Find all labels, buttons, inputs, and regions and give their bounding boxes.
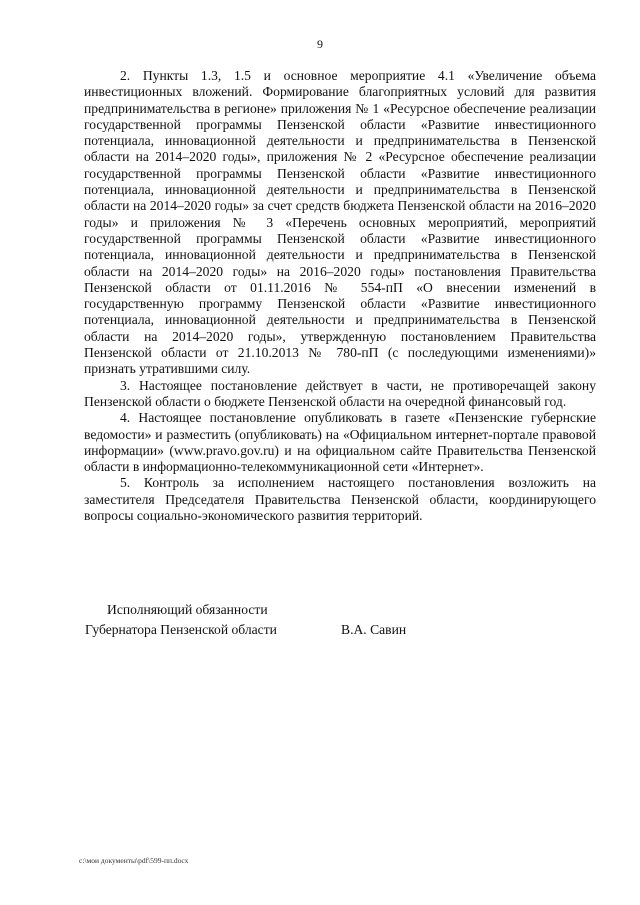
paragraph-item-5: 5. Контроль за исполнением настоящего постановления возложить на заместителя Председателя Правительства Пензенской области, координирующего вопросы социально-экономического развития территорий. bbox=[84, 475, 596, 524]
footer-file-path: c:\мои документы\pdf\599-пп.docx bbox=[79, 856, 189, 865]
page-number: 9 bbox=[317, 37, 323, 51]
document-body bbox=[84, 68, 596, 524]
paragraph-item-3: 3. Настоящее постановление действует в части, не противоречащей закону Пензенской области о бюджете Пензенской области на очередной финансовый год. bbox=[84, 377, 596, 409]
signer-title-line-1: Исполняющий обязанности bbox=[107, 602, 268, 617]
paragraph-item-2: 2. Пункты 1.3, 1.5 и основное мероприятие 4.1 «Увеличение объема инвестиционных вложений. Формирование благоприятных условий для развития предпринимательства в регионе» приложения № 1 «Ресурсное обеспечение реализации государственной программы Пензенской области «Развитие инвестиционного потенциала, инновационной деятельности и предпринимательства в Пензенской области на 2014–2020 годы», приложения № 2 «Ресурсное обеспечение реализации государственной программы Пензенской области «Развитие инвестиционного потенциала, инновационной деятельности и предпринимательства в Пензенской области на 2014–2020 годы» за счет средств бюджета Пензенской области на 2016–2020 годы» и приложения № 3 «Перечень основных мероприятий, мероприятий государственной программы Пензенской области «Развитие инвестиционного потенциала, инновационной деятельности и предпринимательства в Пензенской области на 2014–2020 годы» на 2016–2020 годы» постановления Правительства Пензенской области от 01.11.2016 № 554-пП «О внесении изменений в государственную программу Пензенской области «Развитие инвестиционного потенциала, инновационной деятельности и предпринимательства в Пензенской области на 2014–2020 годы», утвержденную постановлением Правительства Пензенской области от 21.10.2013 № 780-пП (с последующими изменениями)» признать утратившими силу. bbox=[84, 68, 596, 377]
signer-title-line-2: Губернатора Пензенской области bbox=[85, 622, 277, 637]
paragraph-item-4: 4. Настоящее постановление опубликовать в газете «Пензенские губернские ведомости» и разместить (опубликовать) на «Официальном интернет-портале правовой информации» (www.pravo.gov.ru) и на официальном сайте Правительства Пензенской области в информационно-телекоммуникационной сети «Интернет». bbox=[84, 410, 596, 475]
signer-name: В.А. Савин bbox=[341, 622, 407, 637]
